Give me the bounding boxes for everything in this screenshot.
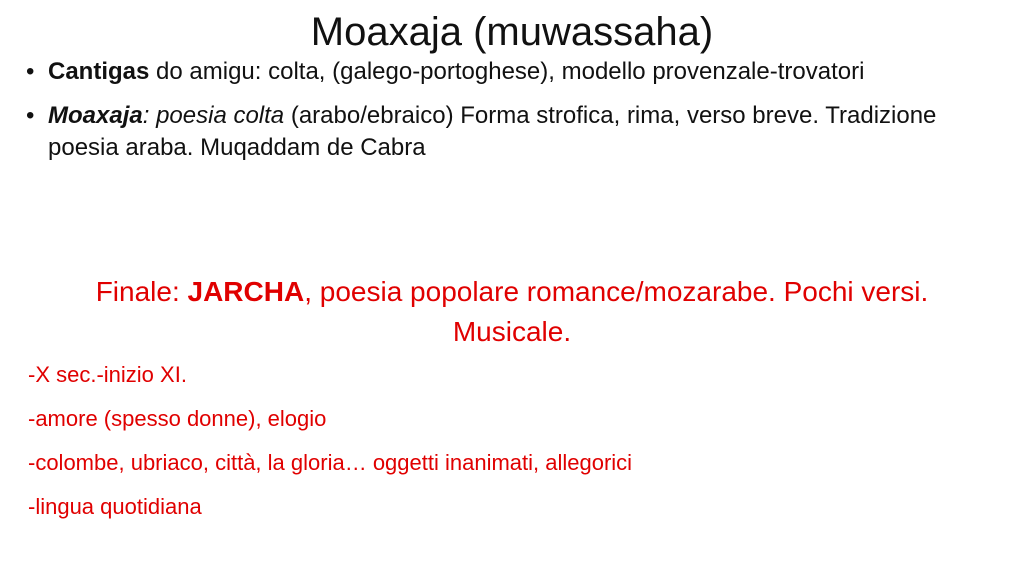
finale-prefix: Finale: xyxy=(95,276,188,307)
note-item: -X sec.-inizio XI. xyxy=(28,362,187,387)
bullet-italic-phrase: poesia colta xyxy=(156,102,285,129)
bullet-moaxaja xyxy=(26,100,986,164)
finale-keyword: JARCHA xyxy=(187,276,305,307)
bullet-text: do amigu: colta, (galego-portoghese), modello provenzale-trovatori xyxy=(149,58,865,85)
bullet-cantigas xyxy=(26,56,986,88)
notes-list xyxy=(28,360,988,536)
finale-statement xyxy=(60,272,964,352)
slide-title: Moaxaja (muwassaha) xyxy=(310,10,714,54)
bullet-term: Moaxaja xyxy=(48,102,143,129)
note-item: -colombe, ubriaco, città, la gloria… oggetti inanimati, allegorici xyxy=(28,450,633,475)
bullet-term: Cantigas xyxy=(48,58,150,85)
bullet-marker: • xyxy=(26,102,35,129)
bullet-marker: • xyxy=(26,58,35,85)
bullet-text: (arabo/ebraico) Forma strofica, rima, verso breve. Tradizione poesia araba. Muqaddam de Cabra xyxy=(48,102,937,161)
note-item: -lingua quotidiana xyxy=(28,494,202,519)
finale-suffix: , poesia popolare romance/mozarabe. Pochi versi. Musicale. xyxy=(304,276,929,347)
bullet-colon: : xyxy=(142,102,157,129)
note-item: -amore (spesso donne), elogio xyxy=(28,406,327,431)
bullet-list xyxy=(26,56,986,176)
